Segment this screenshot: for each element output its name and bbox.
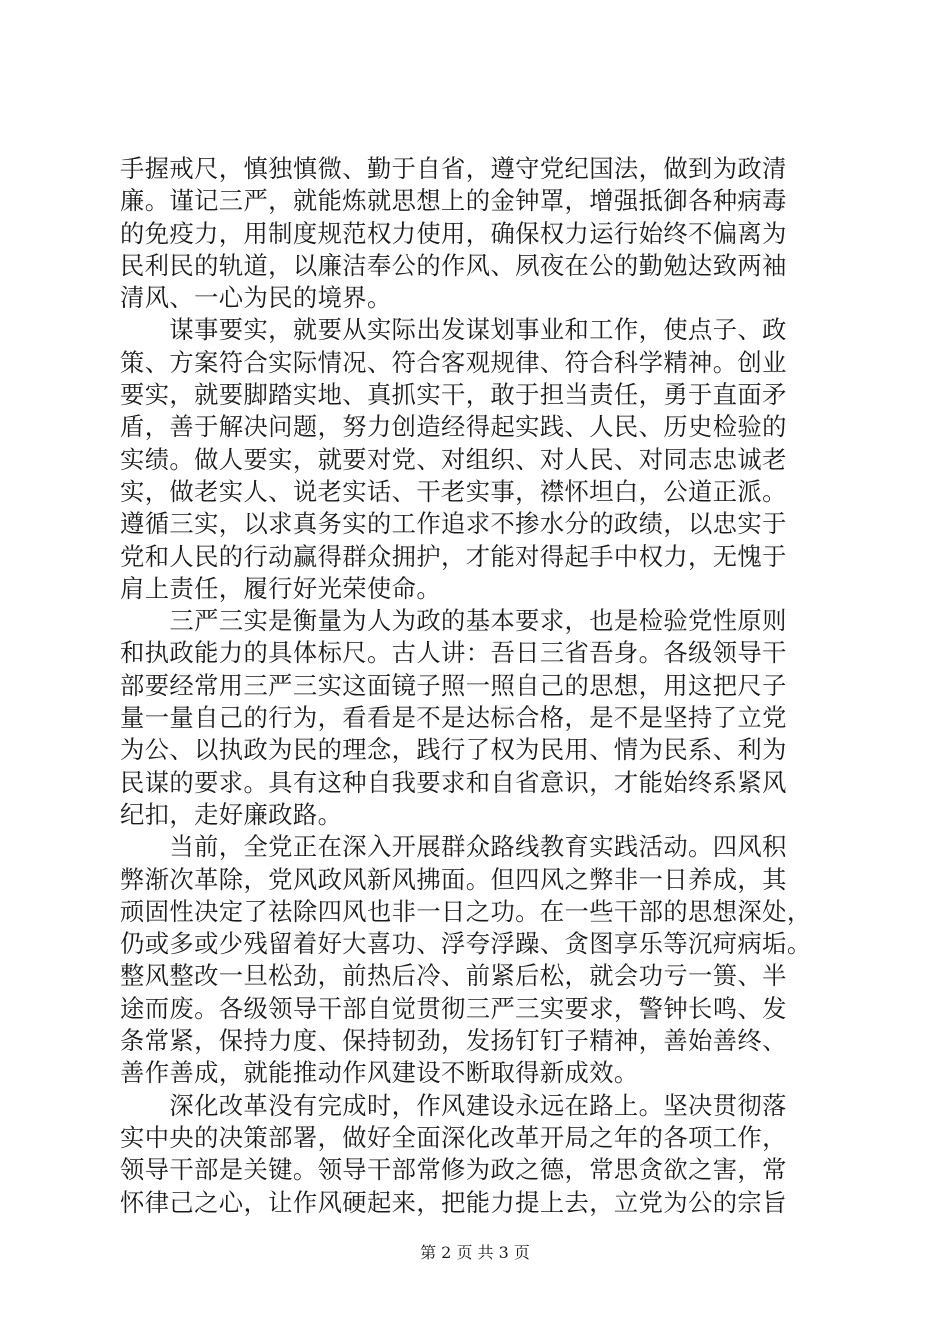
text-line: 和执政能力的具体标尺。古人讲：吾日三省吾身。各级领导干	[120, 638, 787, 668]
text-line: 弊渐次革除，党风政风新风拂面。但四风之弊非一日养成，其	[120, 864, 787, 894]
text-line: 实绩。做人要实，就要对党、对组织、对人民、对同志忠诚老	[120, 444, 787, 474]
text-line: 肩上责任，履行好光荣使命。	[120, 573, 442, 603]
text-line: 民利民的轨道，以廉洁奉公的作风、夙夜在公的勤勉达致两袖	[120, 250, 787, 280]
text-line: 三严三实是衡量为人为政的基本要求，也是检验党性原则	[120, 606, 787, 636]
text-line: 条常紧，保持力度、保持韧劲，发扬钉钉子精神，善始善终、	[120, 1026, 787, 1056]
text-line: 顽固性决定了祛除四风也非一日之功。在一些干部的思想深处，	[120, 896, 812, 926]
text-line: 仍或多或少残留着好大喜功、浮夸浮躁、贪图享乐等沉疴病垢。	[120, 929, 812, 959]
body-text	[120, 153, 840, 1219]
text-line: 当前，全党正在深入开展群众路线教育实践活动。四风积	[120, 832, 787, 862]
text-line: 廉。谨记三严，就能炼就思想上的金钟罩，增强抵御各种病毒	[120, 186, 787, 216]
text-line: 部要经常用三严三实这面镜子照一照自己的思想，用这把尺子	[120, 670, 787, 700]
text-line: 要实，就要脚踏实地、真抓实干，敢于担当责任，勇于直面矛	[120, 380, 787, 410]
text-line: 民谋的要求。具有这种自我要求和自省意识，才能始终系紧风	[120, 767, 787, 797]
text-line: 清风、一心为民的境界。	[120, 283, 392, 313]
text-line: 纪扣，走好廉政路。	[120, 799, 343, 829]
text-line: 实中央的决策部署，做好全面深化改革开局之年的各项工作，	[120, 1122, 787, 1152]
text-line: 党和人民的行动赢得群众拥护，才能对得起手中权力，无愧于	[120, 541, 787, 571]
text-line: 谋事要实，就要从实际出发谋划事业和工作，使点子、政	[120, 315, 787, 345]
text-line: 领导干部是关键。领导干部常修为政之德，常思贪欲之害，常	[120, 1155, 787, 1185]
text-line: 为公、以执政为民的理念，践行了权为民用、情为民系、利为	[120, 735, 787, 765]
text-line: 途而废。各级领导干部自觉贯彻三严三实要求，警钟长鸣、发	[120, 993, 787, 1023]
text-line: 怀律己之心，让作风硬起来，把能力提上去，立党为公的宗旨	[120, 1187, 787, 1217]
text-line: 整风整改一旦松劲，前热后冷、前紧后松，就会功亏一篑、半	[120, 961, 787, 991]
text-line: 手握戒尺，慎独慎微、勤于自省，遵守党纪国法，做到为政清	[120, 154, 787, 183]
text-line: 的免疫力，用制度规范权力使用，确保权力运行始终不偏离为	[120, 218, 787, 248]
text-line: 量一量自己的行为，看看是不是达标合格，是不是坚持了立党	[120, 703, 787, 733]
text-line: 遵循三实，以求真务实的工作追求不掺水分的政绩，以忠实于	[120, 509, 787, 539]
text-line: 深化改革没有完成时，作风建设永远在路上。坚决贯彻落	[120, 1090, 787, 1120]
text-line: 实，做老实人、说老实话、干老实事，襟怀坦白，公道正派。	[120, 476, 787, 506]
page-number-footer: 第 2 页 共 3 页	[420, 1243, 530, 1262]
text-line: 善作善成，就能推动作风建设不断取得新成效。	[120, 1058, 639, 1088]
text-line: 策、方案符合实际情况、符合客观规律、符合科学精神。创业	[120, 347, 787, 377]
text-line: 盾，善于解决问题，努力创造经得起实践、人民、历史检验的	[120, 412, 787, 442]
